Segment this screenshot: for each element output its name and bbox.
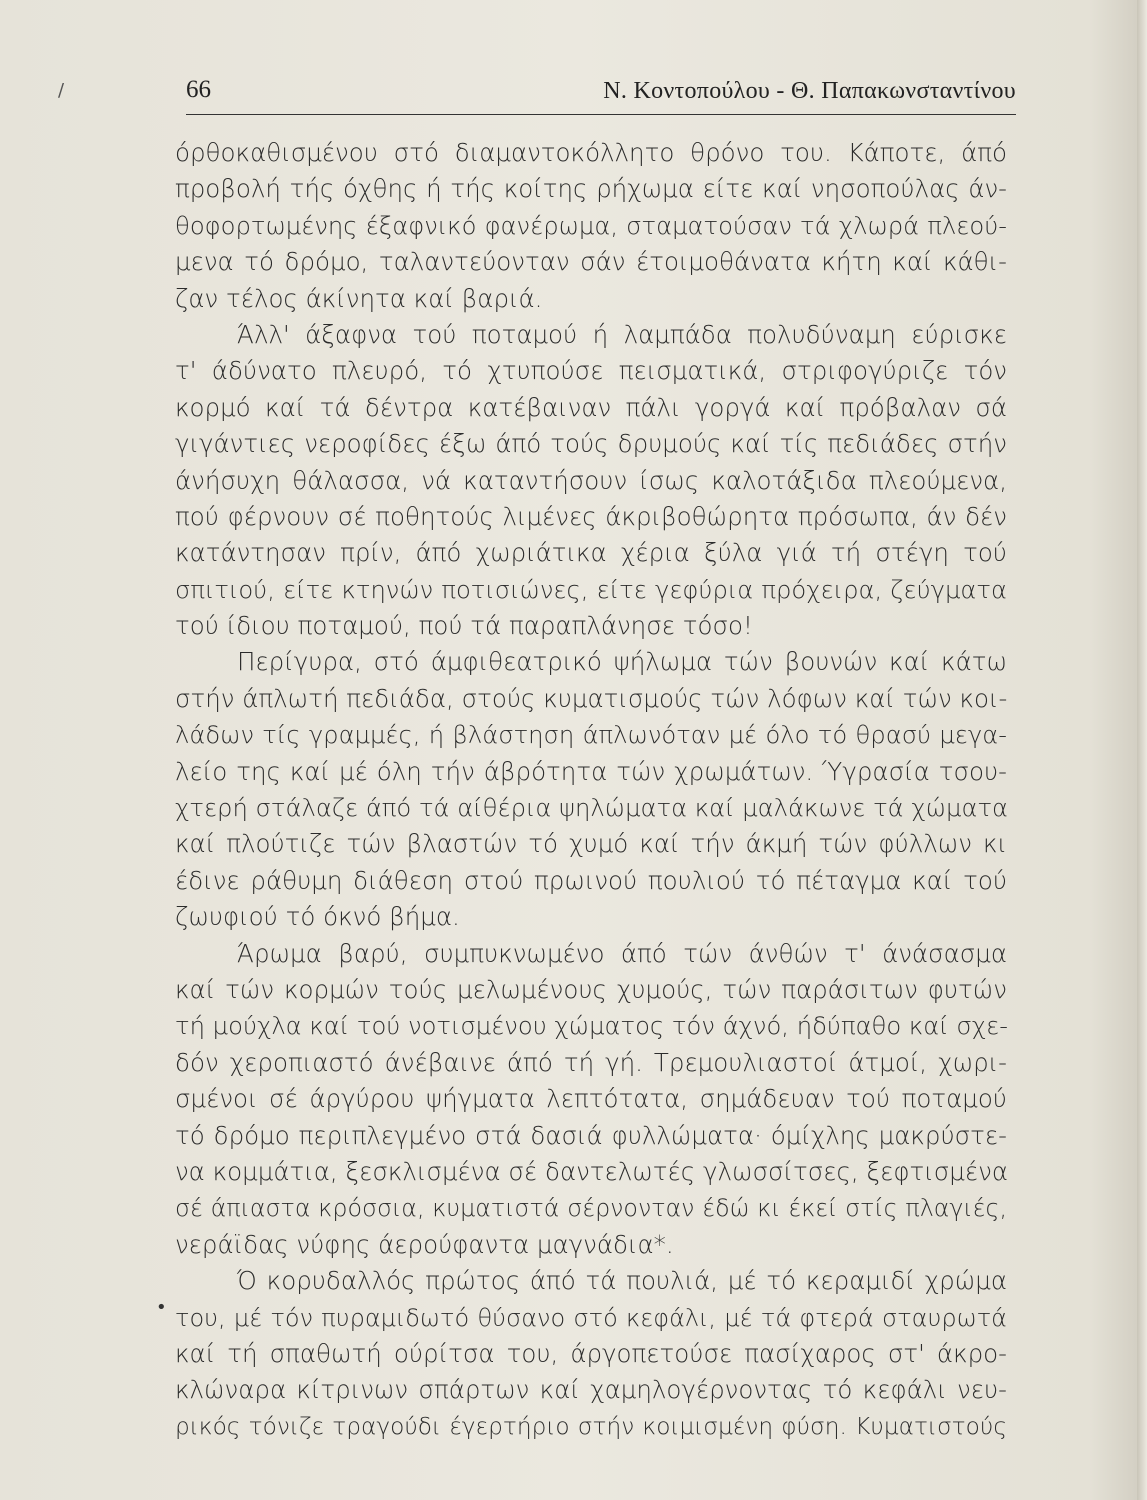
text-line: κορμό καί τά δέντρα κατέβαιναν πάλι γοργά καί πρόβαλαν σά	[175, 392, 1007, 422]
text-line: έδινε ράθυμη διάθεση στού πρωινού πουλιού τό πέταγμα καί τού	[175, 865, 1007, 895]
text-line: κλώναρα κίτρινων σπάρτων καί χαμηλογέρνοντας τό κεφάλι νευ-	[175, 1375, 1007, 1405]
text-line: τού ίδιου ποταμού, πού τά παραπλάνησε τόσο!	[175, 611, 753, 641]
margin-dot: •	[156, 1297, 167, 1318]
text-line: Άρωμα βαρύ, συμπυκνωμένο άπό τών άνθών τ' άνάσασμα	[237, 938, 1007, 968]
page-edge	[1137, 0, 1147, 1500]
margin-mark: /	[58, 80, 65, 101]
text-line: λάδων τίς γραμμές, ή βλάστηση άπλωνόταν μέ όλο τό θρασύ μεγα-	[175, 720, 1007, 750]
text-line: τή μούχλα καί τού νοτισμένου χώματος τόν άχνό, ήδύπαθο καί σχε-	[175, 1011, 1008, 1041]
text-line: άνήσυχη θάλασσα, νά καταντήσουν ίσως καλοτάξιδα πλεούμενα,	[175, 465, 1007, 495]
text-line: λείο της καί μέ όλη τήν άβρότητα τών χρωμάτων. Ύγρασία τσου-	[175, 756, 1007, 786]
text-line: πού φέρνουν σέ ποθητούς λιμένες άκριβοθώρητα πρόσωπα, άν δέν	[175, 501, 1007, 531]
body-text	[175, 135, 1007, 1445]
text-line: όρθοκαθισμένου στό διαμαντοκόλλητο θρόνο του. Κάποτε, άπό	[175, 138, 1007, 167]
page-header	[186, 74, 1016, 115]
text-line: καί τή σπαθωτή ούρίτσα του, άργοπετούσε πασίχαρος στ' άκρο-	[175, 1338, 1007, 1368]
text-line: τ' άδύνατο πλευρό, τό χτυπούσε πεισματικά, στριφογύριζε τόν	[175, 356, 1007, 386]
text-line: προβολή τής όχθης ή τής κοίτης ρήχωμα είτε καί νησοπούλας άν-	[175, 174, 1007, 204]
text-line: σμένοι σέ άργύρου ψήγματα λεπτότατα, σημάδευαν τού ποταμού	[175, 1084, 1007, 1114]
text-line: ζαν τέλος άκίνητα καί βαριά.	[175, 283, 543, 313]
text-line: Άλλ' άξαφνα τού ποταμού ή λαμπάδα πολυδύναμη εύρισκε	[237, 319, 1007, 349]
text-line: στήν άπλωτή πεδιάδα, στούς κυματισμούς τών λόφων καί τών κοι-	[175, 683, 1008, 713]
text-line: δόν χεροπιαστό άνέβαινε άπό τή γή. Τρεμουλιαστοί άτμοί, χωρι-	[175, 1047, 1007, 1077]
running-head: Ν. Κοντοπούλου - Θ. Παπακωνσταντίνου	[603, 78, 1016, 104]
text-line: ρικός τόνιζε τραγούδι έγερτήριο στήν κοιμισμένη φύση. Κυματιστούς	[175, 1412, 1007, 1440]
text-line: καί τών κορμών τούς μελωμένους χυμούς, τών παράσιτων φυτών	[175, 974, 1007, 1004]
text-line: τό δρόμο περιπλεγμένο στά δασιά φυλλώματα· όμίχλης μακρύστε-	[175, 1120, 1007, 1150]
text-line: να κομμάτια, ξεσκλισμένα σέ δαντελωτές γλωσσίτσες, ξεφτισμένα	[175, 1156, 1008, 1186]
text-line: μενα τό δρόμο, ταλαντεύονταν σάν έτοιμοθάνατα κήτη καί κάθι-	[175, 247, 1007, 277]
text-line: χτερή στάλαζε άπό τά αίθέρια ψηλώματα καί μαλάκωνε τά χώματα	[175, 793, 1009, 823]
text-line: ζωυφιού τό όκνό βήμα.	[175, 902, 460, 932]
text-line: σπιτιού, είτε κτηνών ποτισιώνες, είτε γεφύρια πρόχειρα, ζεύγματα	[175, 574, 1007, 604]
text-line: του, μέ τόν πυραμιδωτό θύσανο στό κεφάλι, μέ τά φτερά σταυρωτά	[175, 1303, 1007, 1332]
text-line: σέ άπιαστα κρόσσια, κυματιστά σέρνονταν έδώ κι έκεί στίς πλαγιές,	[175, 1194, 1007, 1223]
text-line: καί πλούτιζε τών βλαστών τό χυμό καί τήν άκμή τών φύλλων κι	[175, 829, 1007, 859]
text-line: κατάντησαν πρίν, άπό χωριάτικα χέρια ξύλα γιά τή στέγη τού	[175, 538, 1007, 568]
text-line: Ό κορυδαλλός πρώτος άπό τά πουλιά, μέ τό κεραμιδί χρώμα	[237, 1266, 1007, 1296]
page-number: 66	[186, 76, 211, 103]
text-line: νεράϊδας νύφης άερούφαντα μαγνάδια*.	[175, 1229, 674, 1259]
text-line: Περίγυρα, στό άμφιθεατρικό ψήλωμα τών βουνών καί κάτω	[237, 647, 1007, 677]
text-line: γιγάντιες νεροφίδες έξω άπό τούς δρυμούς καί τίς πεδιάδες στήν	[175, 429, 1007, 459]
text-line: θοφορτωμένης έξαφνικό φανέρωμα, σταματούσαν τά χλωρά πλεού-	[175, 210, 1007, 240]
